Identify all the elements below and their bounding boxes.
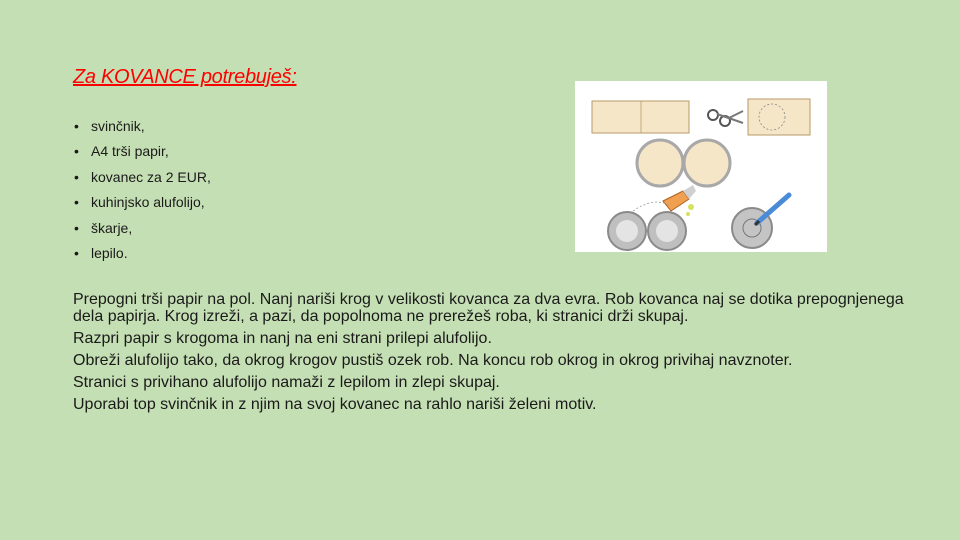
instruction-paragraph: Prepogni trši papir na pol. Nanj nariši krog v velikosti kovanca za dva evra. Rob kovanca naj se dotika prepognjenega dela papirja. Krog izreži, a pazi, da popolnoma ne prerežeš roba, ki stranici drži skupaj. (73, 291, 904, 325)
scissors-icon (708, 110, 743, 126)
instruction-paragraph: Uporabi top svinčnik in z njim na svoj kovanec na rahlo nariši želeni motiv. (73, 396, 597, 413)
folded-paper-icon (592, 101, 689, 133)
material-label: lepilo. (91, 244, 128, 261)
paper-circles-icon (637, 140, 730, 186)
instructions-text (73, 291, 913, 418)
page-title: Za KOVANCE potrebuješ: (73, 66, 297, 88)
instruction-illustration (575, 81, 827, 252)
material-label: kovanec za 2 EUR, (91, 168, 211, 185)
pencil-on-coin-icon (732, 195, 789, 248)
bullet-icon: • (74, 219, 79, 236)
material-label: škarje, (91, 219, 133, 236)
material-label: kuhinjsko alufolijo, (91, 194, 205, 211)
bullet-icon: • (74, 194, 79, 211)
material-label: A4 trši papir, (91, 143, 169, 160)
paper-with-circle-icon (748, 99, 810, 135)
instruction-paragraph: Obreži alufolijo tako, da okrog krogov pustiš ozek rob. Na koncu rob okrog in okrog privihaj navznoter. (73, 352, 793, 369)
bullet-icon: • (74, 118, 79, 134)
list-item (74, 192, 211, 217)
bullet-icon: • (74, 143, 79, 160)
bullet-icon: • (74, 168, 79, 185)
materials-list (74, 116, 211, 268)
list-item (74, 141, 211, 166)
material-label: svinčnik, (91, 118, 145, 134)
instruction-paragraph: Razpri papir s krogoma in nanj na eni strani prilepi alufolijo. (73, 330, 492, 347)
bullet-icon: • (74, 244, 79, 261)
illustration-svg (575, 81, 827, 252)
instruction-paragraph: Stranici s privihano alufolijo namaži z lepilom in zlepi skupaj. (73, 374, 500, 391)
list-item (74, 243, 211, 268)
list-item (74, 218, 211, 243)
list-item (74, 116, 211, 141)
list-item (74, 167, 211, 192)
